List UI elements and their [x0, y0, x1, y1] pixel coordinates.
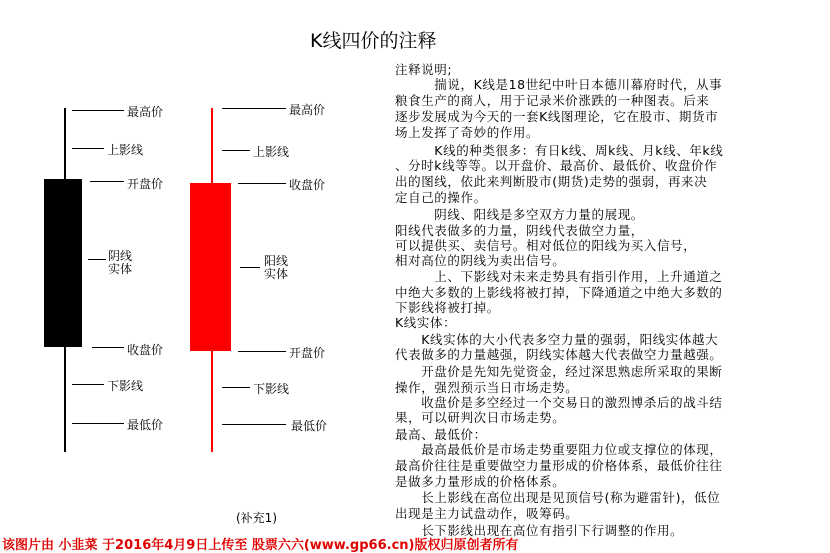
label-low: 最低价 [291, 419, 328, 433]
leader-line [222, 150, 250, 151]
text-line: 下影线将被打掉。 [395, 300, 500, 315]
text-line: 是做多力量形成的价格体系。 [395, 474, 566, 489]
leader-line [90, 181, 124, 182]
leader-line [92, 347, 124, 348]
label-upper-shadow: 上影线 [107, 143, 144, 157]
text-line: K线的种类很多：有日k线、周k线、月k线、年k线 [395, 143, 724, 158]
text-line: 揣说，K线是18世纪中叶日本德川幕府时代，从事 [395, 77, 723, 92]
text-line: 出现是主力试盘动作，吸筹码。 [395, 506, 579, 521]
text-line: 长上影线在高位出现是见顶信号(称为避雷针)，低位 [395, 490, 721, 505]
text-line: 操作，强烈预示当日市场走势。 [395, 380, 579, 395]
text-line: 收盘价是多空经过一个交易日的激烈博杀后的战斗结 [395, 395, 723, 410]
label-body: 阴线 实体 [108, 249, 133, 276]
label-upper-shadow: 上影线 [253, 145, 290, 159]
label-open: 开盘价 [289, 346, 326, 360]
text-line: 相对高位的阴线为卖出信号。 [395, 253, 566, 268]
leader-line [88, 259, 106, 260]
text-line: 最高价往往是重要做空力量形成的价格体系，最低价往往 [395, 458, 723, 473]
leader-line [222, 424, 286, 425]
text-line: 、分时k线等等。以开盘价、最高价、最低价、收盘价作 [395, 158, 718, 173]
red-candle-body [190, 183, 231, 351]
leader-line [222, 387, 250, 388]
text-line: 出的图线，依此来判断股市(期货)走势的强弱，再来决 [395, 174, 708, 189]
label-lower-shadow: 下影线 [107, 379, 144, 393]
copyright-footer: 该图片由 小韭菜 于2016年4月9日上传至 股票六六(www.gp66.cn)版权归原创者所有 [2, 538, 519, 553]
text-line: 场上发挥了奇妙的作用。 [395, 125, 540, 140]
text-line: 定自己的操作。 [395, 190, 487, 205]
label-close: 收盘价 [289, 178, 326, 192]
text-line: K线实体： [395, 315, 457, 330]
leader-line [222, 108, 286, 109]
leader-line [240, 267, 260, 268]
black-candle-body [44, 179, 82, 347]
text-line: 阴线、阳线是多空双方力量的展现。 [395, 207, 644, 222]
text-line: 长下影线出现在高位有指引下行调整的作用。 [395, 523, 684, 538]
text-line: 中绝大多数的上影线将被打掉，下降通道之中绝大多数的 [395, 285, 723, 300]
text-line: K线实体的大小代表多空力量的强弱，阳线实体越大 [395, 332, 719, 347]
label-close: 收盘价 [127, 343, 164, 357]
text-line: 代表做多的力量越强，阴线实体越大代表做空力量越强。 [395, 347, 723, 362]
text-line: 最高最低价是市场走势重要阻力位或支撑位的体现， [395, 442, 723, 457]
label-low: 最低价 [127, 418, 164, 432]
label-body: 阳线 实体 [264, 254, 289, 281]
leader-line [238, 183, 286, 184]
text-line: 最高、最低价： [395, 427, 487, 442]
leader-line [72, 148, 104, 149]
text-line: 果，可以研判次日市场走势。 [395, 410, 566, 425]
text-line: 阳线代表做多的力量，阴线代表做空力量， [395, 223, 644, 238]
leader-line [72, 110, 124, 111]
page-title: K线四价的注释 [310, 30, 437, 52]
text-line: 可以提供买、卖信号。相对低位的阳线为买入信号， [395, 238, 697, 253]
text-line: 上、下影线对未来走势具有指引作用，上升通道之 [395, 269, 723, 284]
leader-line [238, 351, 286, 352]
text-line: 逐步发展成为今天的一套K线图理论，它在股市、期货市 [395, 109, 719, 124]
text-line: 开盘价是先知先觉资金，经过深思熟虑所采取的果断 [395, 364, 723, 379]
label-open: 开盘价 [127, 177, 164, 191]
text-line: 粮食生产的商人，用于记录米价涨跌的一种图表。后来 [395, 93, 710, 108]
caption: (补充1) [236, 511, 277, 525]
leader-line [72, 384, 104, 385]
label-lower-shadow: 下影线 [253, 382, 290, 396]
label-high: 最高价 [289, 103, 326, 117]
leader-line [72, 423, 124, 424]
text-line: 注释说明; [395, 62, 453, 77]
label-high: 最高价 [127, 105, 164, 119]
